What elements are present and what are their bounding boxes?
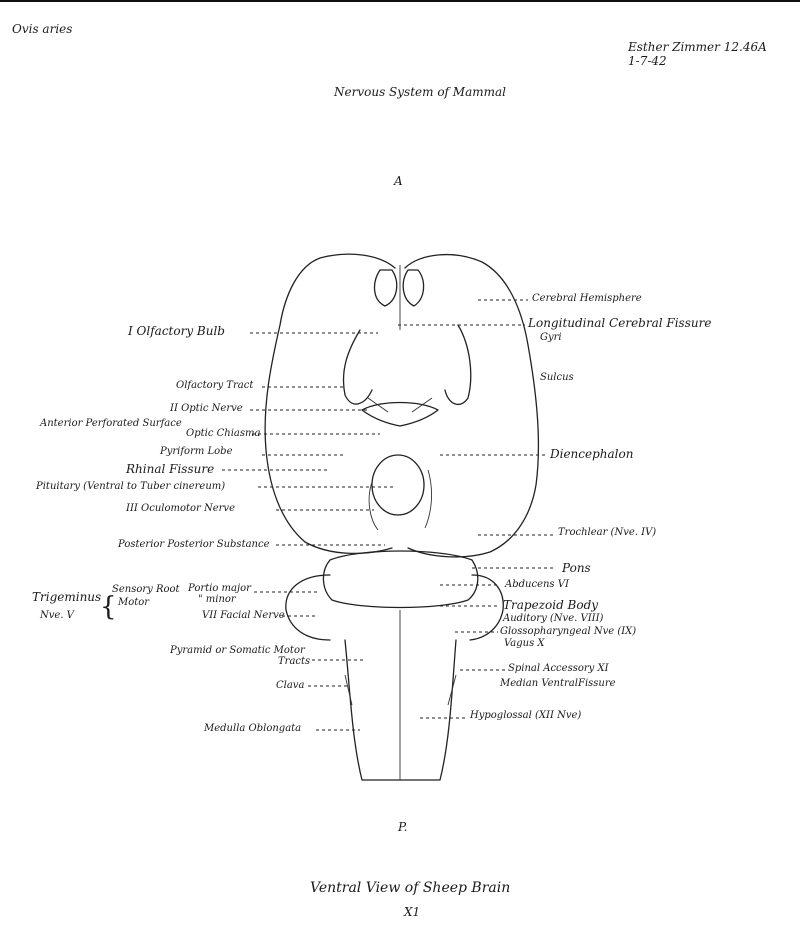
date-label: 1-7-42	[628, 54, 667, 68]
posterior-mark: P.	[398, 820, 408, 834]
label-pyramid: Pyramid or Somatic Motor	[170, 645, 305, 656]
label-oculomotor: III Oculomotor Nerve	[126, 503, 236, 514]
optic-nerve-left	[368, 398, 388, 412]
right-olfactory-bulb	[403, 270, 423, 306]
optic-nerve-right	[412, 398, 432, 412]
author-code: 12.46A	[723, 40, 767, 54]
label-motor: Motor	[118, 597, 150, 608]
oculomotor-right	[425, 470, 432, 528]
right-olfactory-tract	[445, 325, 471, 404]
label-sulcus: Sulcus	[540, 372, 574, 383]
pituitary-body	[372, 455, 424, 515]
label-trochlear: Trochlear (Nve. IV)	[558, 527, 657, 538]
label-diencephalon: Diencephalon	[550, 447, 634, 461]
page-title: Nervous System of Mammal	[334, 85, 506, 99]
caption-magnification: X1	[404, 905, 421, 919]
label-spinal-accessory: Spinal Accessory XI	[508, 663, 609, 674]
label-posterior-substance: Posterior Posterior Substance	[118, 539, 270, 550]
species-label: Ovis aries	[12, 22, 73, 36]
right-hemisphere-outline	[405, 255, 538, 557]
label-portio-major: Portio major	[188, 583, 251, 594]
label-facial-nerve: VII Facial Nerve	[202, 610, 285, 621]
right-lateral-lobe	[470, 575, 503, 640]
label-rhinal-fissure: Rhinal Fissure	[126, 462, 215, 476]
label-medulla: Medulla Oblongata	[204, 723, 302, 734]
anterior-mark: A	[394, 174, 403, 188]
label-portio-minor: " minor	[198, 594, 236, 605]
medulla-outline	[345, 640, 456, 780]
label-auditory: Auditory (Nve. VIII)	[503, 613, 604, 624]
label-tracts: Tracts	[278, 656, 311, 667]
label-abducens: Abducens VI	[505, 579, 569, 590]
label-gyri: Gyri	[540, 332, 562, 343]
label-fissure: Fissure	[578, 678, 616, 689]
label-longitudinal-fissure: Longitudinal Cerebral Fissure	[528, 316, 712, 330]
author-name-text: Esther Zimmer	[628, 40, 720, 54]
label-olfactory-bulb: I Olfactory Bulb	[128, 324, 225, 338]
label-pituitary: Pituitary (Ventral to Tuber cinereum)	[36, 481, 226, 492]
label-trigeminus-nve: Nve. V	[40, 610, 74, 621]
label-pons: Pons	[562, 561, 591, 575]
label-sensory-root: Sensory Root	[112, 584, 180, 595]
label-glossopharyngeal: Glossopharyngeal Nve (IX)	[500, 626, 637, 637]
label-clava: Clava	[276, 680, 305, 691]
label-vagus: Vagus X	[504, 638, 545, 649]
label-median-ventral: Median Ventral	[500, 678, 578, 689]
label-trigeminus: Trigeminus	[32, 590, 102, 604]
label-trapezoid: Trapezoid Body	[503, 598, 599, 612]
left-olfactory-bulb	[375, 270, 397, 306]
label-cerebral-hemisphere: Cerebral Hemisphere	[532, 293, 642, 304]
optic-chiasma	[362, 403, 438, 427]
label-anterior-perforated: Anterior Perforated Surface	[40, 418, 182, 429]
label-pyriform-lobe: Pyriform Lobe	[160, 446, 233, 457]
label-hypoglossal: Hypoglossal (XII Nve)	[470, 710, 582, 721]
pons-outline	[323, 551, 477, 608]
left-olfactory-tract	[343, 330, 372, 404]
oculomotor-left	[369, 482, 378, 530]
label-optic-nerve: II Optic Nerve	[170, 403, 243, 414]
label-optic-chiasma: Optic Chiasma	[186, 428, 261, 439]
caption-title: Ventral View of Sheep Brain	[310, 880, 511, 896]
label-olfactory-tract: Olfactory Tract	[176, 380, 254, 391]
trigeminus-brace: {	[100, 592, 117, 622]
